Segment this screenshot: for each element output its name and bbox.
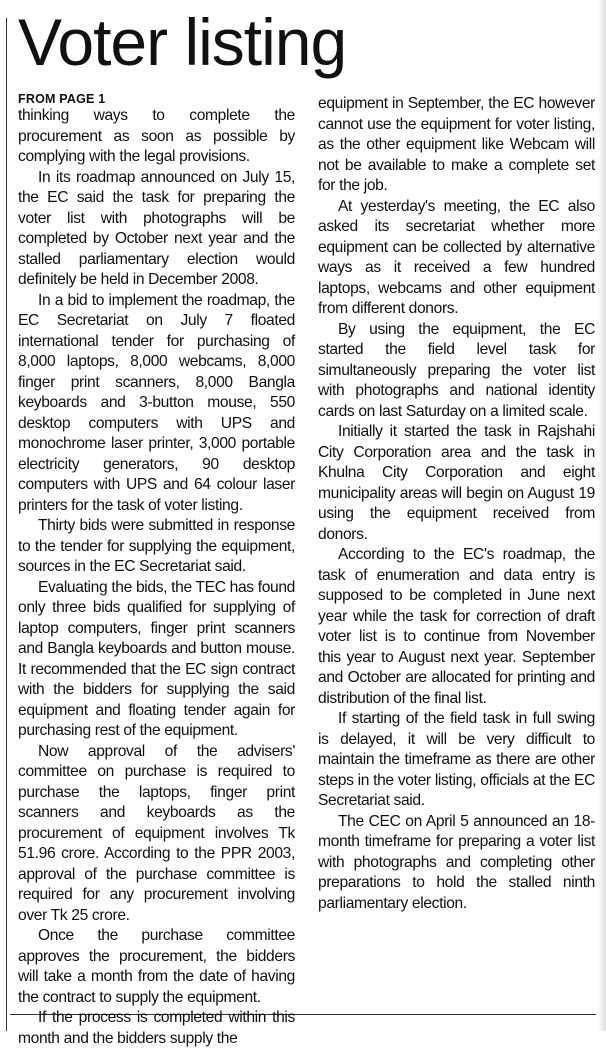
paragraph: If starting of the field task in full swing is delayed, it will be very difficult to maintain the timeframe as there are other steps in the voter listing, officials at the EC Secretariat said. <box>318 710 595 809</box>
continued-from-label: FROM PAGE 1 <box>18 92 106 106</box>
page-edge <box>598 0 606 1031</box>
paragraph: equipment in September, the EC however cannot use the equipment for voter listing, as the other equipment like Webcam will not be available to make a complete set for the job. <box>318 95 595 194</box>
paragraph: Thirty bids were submitted in response to the tender for supplying the equipment, sources in the EC Secretariat said. <box>18 517 295 575</box>
headline: Voter listing <box>18 5 347 79</box>
paragraph: Now approval of the advisers' committee on purchase is required to purchase the laptops, finger print scanners and keyboards as the procurement of equipment involves Tk 51.96 crore. According to the PPR 2003, approval of the purchase committee is required for any procurement involving over Tk 25 crore. <box>18 742 295 924</box>
paragraph: The CEC on April 5 announced an 18-month timeframe for preparing a voter list with photographs and completing other preparations to hold the stalled ninth parliamentary election. <box>318 812 595 912</box>
paragraph: At yesterday's meeting, the EC also asked its secretariat whether more equipment can be collected by alternative ways as it received a few hundred laptops, webcams and other equipment from different donors. <box>318 197 595 317</box>
paragraph: Initially it started the task in Rajshahi City Corporation area and the task in Khulna City Corporation and eight municipality areas will begin on August 19 using the equipment received from donors. <box>318 423 595 543</box>
paragraph: In a bid to implement the roadmap, the EC Secretariat on July 7 floated international tender for purchasing of 8,000 laptops, 8,000 webcams, 8,000 finger print scanners, 8,000 Bangla keyboards and 3-button mouse, 550 desktop computers with UPS and monochrome laser printer, 3,000 portable electricity generators, 90 desktop computers with UPS and 64 colour laser printers for the task of voter listing. <box>18 291 295 514</box>
article-column-left <box>18 93 295 1049</box>
paragraph: In its roadmap announced on July 15, the EC said the task for preparing the voter list with photographs will be completed by October next year and the stalled parliamentary election would definitely be held in December 2008. <box>18 168 295 288</box>
column-rule-left <box>6 18 7 1031</box>
paragraph: If the process is completed within this month and the bidders supply the <box>18 1009 295 1047</box>
paragraph: thinking ways to complete the procurement as soon as possible by complying with the legal provisions. <box>18 107 295 165</box>
paragraph: According to the EC's roadmap, the task of enumeration and data entry is supposed to be completed in June next year while the task for correction of draft voter list is to continue from November this year to August next year. September and October are allocated for printing and distribution of the final list. <box>318 546 595 707</box>
paragraph: Once the purchase committee approves the procurement, the bidders will take a month from the date of having the contract to supply the equipment. <box>18 927 295 1006</box>
article-column-right <box>318 94 595 914</box>
paragraph: Evaluating the bids, the TEC has found only three bids qualified for supplying of laptop computers, finger print scanners and Bangla keyboards and button mouse. It recommended that the EC sign contract with the bidders for supplying the said equipment and floating tender again for purchasing rest of the equipment. <box>18 578 295 739</box>
paragraph: By using the equipment, the EC started the field level task for simultaneously preparing the voter list with photographs and national identity cards on last Saturday on a limited scale. <box>318 320 595 420</box>
